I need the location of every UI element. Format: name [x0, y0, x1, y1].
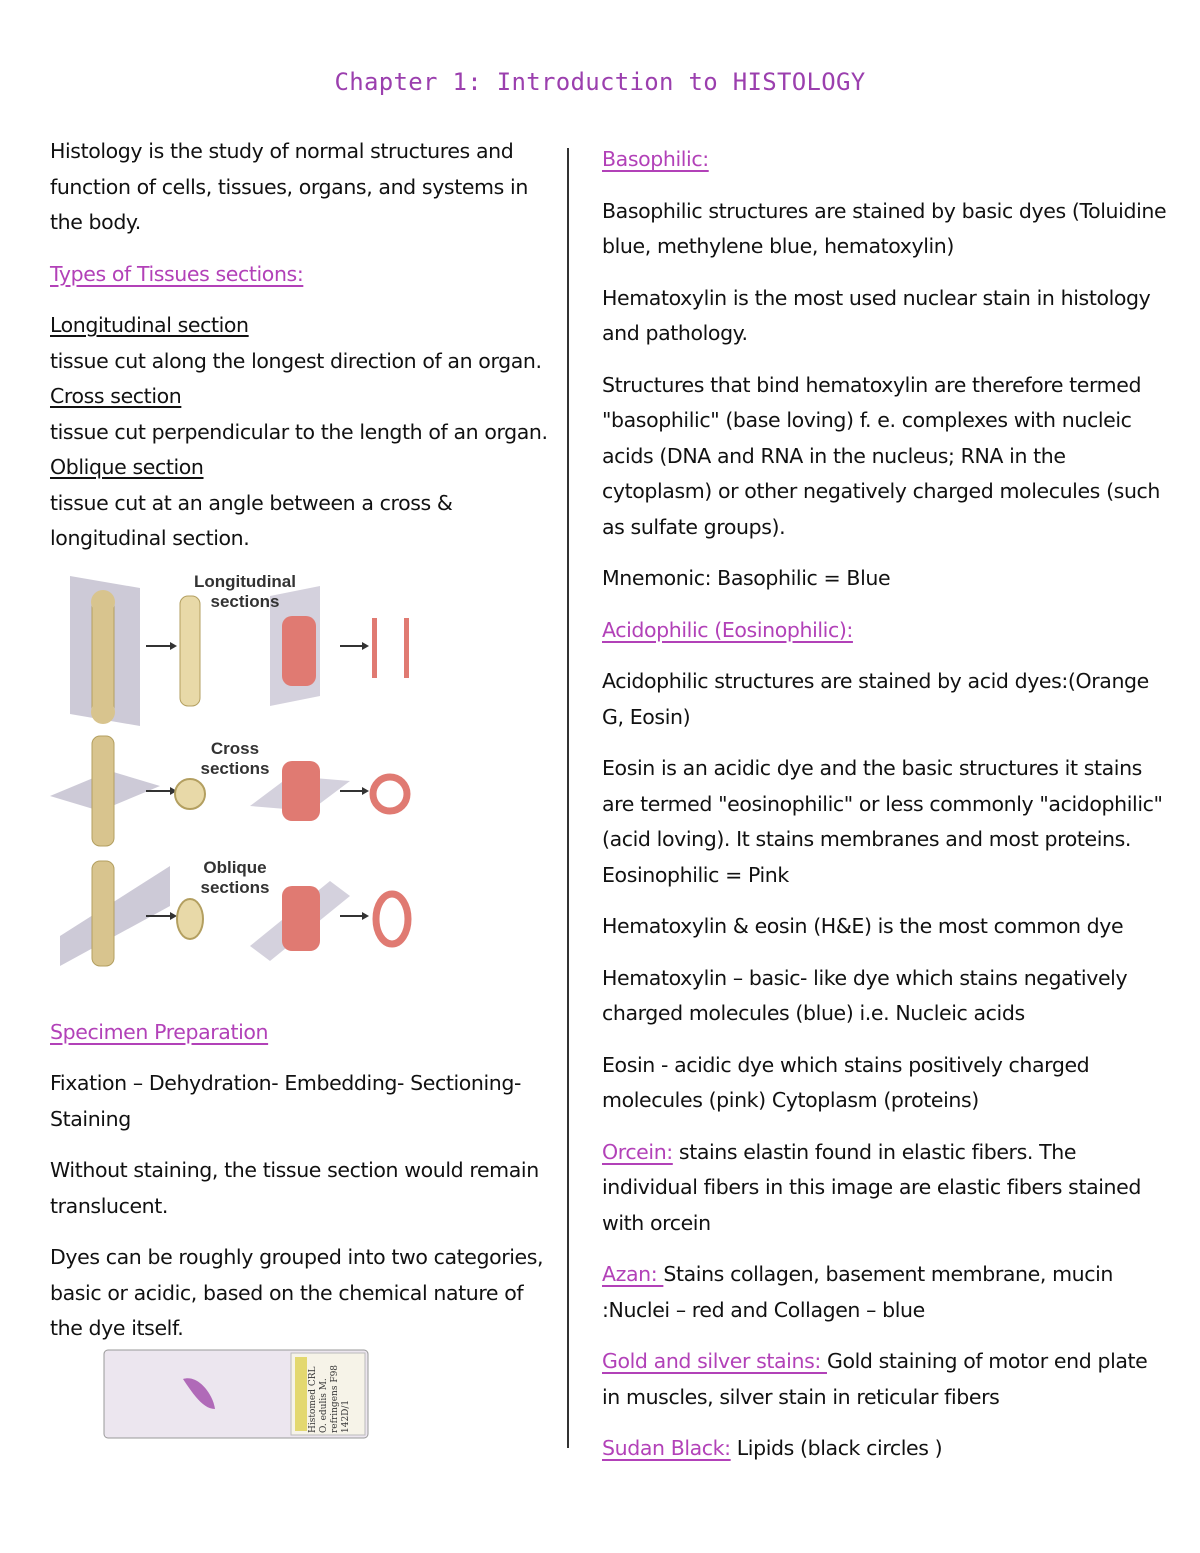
orcein-text: stains elastin found in elastic fibers. The individual fibers in this image are elastic fibers stained with orcein: [602, 1139, 1141, 1235]
right-column: [602, 142, 1167, 1483]
types-heading: Types of Tissues sections:: [50, 261, 304, 286]
cross-figure-label: Cross sections: [200, 739, 270, 778]
sudan-text: Lipids (black circles ): [730, 1436, 943, 1460]
ring-oblique: [376, 894, 408, 944]
longitudinal-title: Longitudinal section: [50, 313, 249, 337]
bone-cross-cut: [175, 779, 205, 809]
acidophilic-p1: Acidophilic structures are stained by acid dyes:(Orange G, Eosin): [602, 669, 1149, 729]
oblique-figure-label: Oblique sections: [200, 858, 270, 897]
sudan-paragraph: [602, 1431, 1167, 1467]
sudan-label: Sudan Black:: [602, 1436, 731, 1460]
bone-head-bottom: [91, 700, 115, 724]
strip-2: [404, 618, 409, 678]
orcein-label: Orcein:: [602, 1139, 673, 1164]
muscle-oblique: [282, 886, 320, 951]
mnemonic: Mnemonic: Basophilic = Blue: [602, 566, 891, 590]
basophilic-p1: Basophilic structures are stained by basic dyes (Toluidine blue, methylene blue, hematoxylin): [602, 198, 1167, 258]
gold-silver-label: Gold and silver stains:: [602, 1349, 827, 1373]
muscle-cylinder: [282, 616, 316, 686]
specimen-heading: Specimen Preparation: [50, 1019, 269, 1044]
slide-label-text: Histomed CRL O. edulis M. refringens F98 142D/1: [308, 1364, 351, 1433]
ring-cross: [373, 777, 407, 811]
basophilic-p3: Structures that bind hematoxylin are therefore termed "basophilic" (base loving) f. e. complexes with nucleic acids (DNA and RNA in the nucleus; RNA in the cytoplasm) or other negatively charged molecules (such as sulfate groups).: [602, 372, 1161, 539]
gold-silver-paragraph: [602, 1344, 1167, 1415]
orcein-paragraph: [602, 1135, 1167, 1242]
he-common: Hematoxylin & eosin (H&E) is the most common dye: [602, 914, 1124, 938]
eosin-definition: Eosin - acidic dye which stains positively charged molecules (pink) Cytoplasm (proteins): [602, 1052, 1090, 1112]
longitudinal-figure-label: Longitudinal sections: [194, 572, 296, 611]
bone-oblique: [92, 861, 114, 966]
longitudinal-text: tissue cut along the longest direction of an organ.: [50, 348, 542, 373]
oblique-text: tissue cut at an angle between a cross & longitudinal section.: [50, 490, 453, 550]
cross-title: Cross section: [50, 384, 182, 408]
azan-paragraph: [602, 1257, 1167, 1328]
gold-silver-text: Gold staining of motor end plate in muscles, silver stain in reticular fibers: [602, 1349, 1148, 1409]
dyes-categories: Dyes can be roughly grouped into two categories, basic or acidic, based on the chemical nature of the dye itself.: [50, 1245, 544, 1340]
tissue-sections-figure: [50, 566, 425, 976]
bone-head-top: [91, 590, 115, 614]
slide-label-strip: [295, 1357, 307, 1431]
specimen-steps: Fixation – Dehydration- Embedding- Sectioning-Staining: [50, 1071, 521, 1131]
muscle-cross: [282, 761, 320, 821]
without-staining: Without staining, the tissue section would remain translucent.: [50, 1158, 539, 1218]
acidophilic-p2: Eosin is an acidic dye and the basic structures it stains are termed "eosinophilic" or less commonly "acidophilic" (acid loving). It stains membranes and most proteins. Eosinophilic = Pink: [602, 756, 1163, 887]
bone-cross: [92, 736, 114, 846]
page-title: Chapter 1: Introduction to HISTOLOGY: [334, 68, 866, 96]
azan-text: Stains collagen, basement membrane, mucin :Nuclei – red and Collagen – blue: [602, 1262, 1113, 1322]
microscope-slide-image: [103, 1349, 369, 1439]
azan-label: Azan:: [602, 1262, 664, 1286]
basophilic-heading: Basophilic:: [602, 147, 709, 171]
oblique-title: Oblique section: [50, 455, 204, 479]
bone-oblique-cut: [177, 899, 203, 939]
strip-1: [372, 618, 377, 678]
basophilic-p2: Hematoxylin is the most used nuclear stain in histology and pathology.: [602, 285, 1151, 345]
intro-paragraph: Histology is the study of normal structures and function of cells, tissues, organs, and systems in the body.: [50, 139, 528, 234]
hematoxylin-definition: Hematoxylin – basic- like dye which stains negatively charged molecules (blue) i.e. Nucleic acids: [602, 965, 1128, 1025]
bone-cut-longitudinal: [180, 596, 200, 706]
column-divider: [567, 148, 569, 1448]
cross-text: tissue cut perpendicular to the length of an organ.: [50, 419, 548, 444]
acidophilic-heading: Acidophilic (Eosinophilic):: [602, 617, 853, 642]
